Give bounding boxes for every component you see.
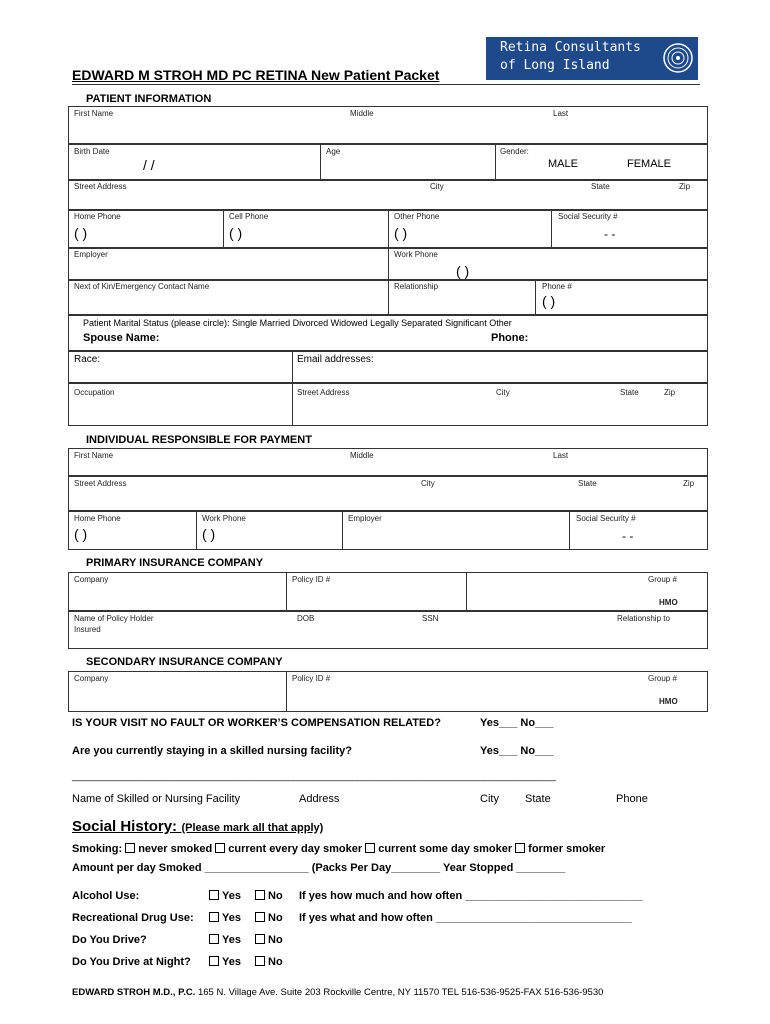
- payer-work-phone-field[interactable]: Work Phone: [202, 514, 246, 523]
- smoking-some-day-option[interactable]: current some day smoker: [365, 843, 512, 855]
- no-fault-question: IS YOUR VISIT NO FAULT OR WORKER’S COMPENSATION RELATED?: [72, 717, 441, 729]
- street-address-field[interactable]: Street Address: [74, 182, 127, 191]
- payer-first-name-field[interactable]: First Name: [74, 451, 114, 460]
- footer-practice-name: EDWARD STROH M.D., P.C.: [72, 987, 196, 998]
- logo-eye-icon: [662, 42, 694, 74]
- payer-work-parens: ( ): [202, 526, 216, 542]
- payment-section-title: INDIVIDUAL RESPONSIBLE FOR PAYMENT: [86, 434, 312, 446]
- smoking-every-day-option[interactable]: current every day smoker: [215, 843, 362, 855]
- gender-label: Gender:: [500, 147, 529, 156]
- marital-status-options[interactable]: Patient Marital Status (please circle): Single Married Divorced Widowed Legally Separated Significant Other: [83, 318, 512, 328]
- work-phone-field[interactable]: Work Phone: [394, 250, 438, 259]
- occupation-zip-field[interactable]: Zip: [664, 388, 676, 397]
- spouse-name-label[interactable]: Spouse Name:: [83, 332, 160, 344]
- facility-phone-label: Phone: [616, 793, 648, 805]
- holder-relationship-field[interactable]: Relationship to: [617, 614, 670, 623]
- primary-company-row: [68, 572, 708, 611]
- race-field[interactable]: Race:: [74, 354, 101, 365]
- alcohol-yes-option[interactable]: Yes: [209, 890, 241, 902]
- age-field[interactable]: Age: [326, 147, 341, 156]
- payer-address-row: [68, 476, 708, 511]
- city-field[interactable]: City: [430, 182, 444, 191]
- emergency-phone-parens: ( ): [542, 293, 556, 309]
- facility-fill-line[interactable]: ____________________________________________________________________________________: [72, 771, 556, 782]
- email-field[interactable]: Email addresses:: [297, 354, 374, 365]
- ssn-dashes: - -: [604, 227, 616, 241]
- birth-row: [68, 144, 708, 180]
- no-fault-yes-no[interactable]: Yes___ No___: [480, 717, 554, 729]
- emergency-phone-field[interactable]: Phone #: [542, 282, 572, 291]
- occupation-field[interactable]: Occupation: [74, 388, 115, 397]
- drug-label: Recreational Drug Use:: [72, 912, 194, 924]
- facility-name-label: Name of Skilled or Nursing Facility: [72, 793, 241, 805]
- payer-employer-field[interactable]: Employer: [348, 514, 382, 523]
- payer-zip-field[interactable]: Zip: [683, 479, 695, 488]
- cell-phone-parens: ( ): [229, 225, 243, 241]
- address-row: [68, 180, 708, 210]
- checkbox[interactable]: [515, 843, 525, 853]
- last-name-field[interactable]: Last: [553, 109, 569, 118]
- practice-logo: [486, 37, 698, 80]
- smoking-label: Smoking:: [72, 843, 123, 855]
- alcohol-no-option[interactable]: No: [255, 890, 283, 902]
- secondary-company-row: [68, 671, 708, 712]
- cell-phone-field[interactable]: Cell Phone: [229, 212, 269, 221]
- primary-holder-row: [68, 611, 708, 649]
- patient-name-row: [68, 106, 708, 144]
- logo-line-2: of Long Island: [500, 58, 610, 73]
- social-history-title: Social History:: [72, 818, 178, 835]
- gender-male-option[interactable]: MALE: [548, 158, 578, 170]
- middle-name-field[interactable]: Middle: [350, 109, 374, 118]
- checkbox[interactable]: [209, 956, 219, 966]
- payer-city-field[interactable]: City: [421, 479, 435, 488]
- checkbox[interactable]: [255, 956, 265, 966]
- payer-home-parens: ( ): [74, 526, 88, 542]
- checkbox[interactable]: [209, 912, 219, 922]
- footer-address: [72, 987, 603, 998]
- occupation-state-field[interactable]: State: [620, 388, 639, 397]
- payer-street-field[interactable]: Street Address: [74, 479, 127, 488]
- social-history-heading: [72, 818, 323, 836]
- checkbox[interactable]: [209, 890, 219, 900]
- drive-no-option[interactable]: No: [255, 934, 283, 946]
- checkbox[interactable]: [209, 934, 219, 944]
- birth-date-field[interactable]: Birth Date: [74, 147, 110, 156]
- ssn-field[interactable]: Social Security #: [558, 212, 618, 221]
- payer-home-phone-field[interactable]: Home Phone: [74, 514, 121, 523]
- secondary-hmo-label[interactable]: HMO: [659, 697, 678, 706]
- primary-group-field[interactable]: Group #: [648, 575, 677, 584]
- skilled-nursing-question: Are you currently staying in a skilled nursing facility?: [72, 745, 352, 757]
- checkbox[interactable]: [125, 843, 135, 853]
- policy-holder-field[interactable]: Name of Policy Holder: [74, 614, 154, 623]
- checkbox[interactable]: [215, 843, 225, 853]
- first-name-field[interactable]: First Name: [74, 109, 114, 118]
- skilled-nursing-yes-no[interactable]: Yes___ No___: [480, 745, 554, 757]
- facility-city-label: City: [480, 793, 499, 805]
- drug-followup[interactable]: If yes what and how often ________________________________: [299, 912, 632, 924]
- occupation-city-field[interactable]: City: [496, 388, 510, 397]
- checkbox[interactable]: [255, 890, 265, 900]
- birth-date-slashes: / /: [143, 157, 155, 173]
- zip-field[interactable]: Zip: [679, 182, 691, 191]
- social-history-note: (Please mark all that apply): [181, 822, 324, 834]
- drug-yes-option[interactable]: Yes: [209, 912, 241, 924]
- other-phone-field[interactable]: Other Phone: [394, 212, 440, 221]
- checkbox[interactable]: [255, 934, 265, 944]
- smoking-former-option[interactable]: former smoker: [515, 843, 605, 855]
- alcohol-label: Alcohol Use:: [72, 890, 140, 902]
- relationship-field[interactable]: Relationship: [394, 282, 439, 291]
- payer-name-row: [68, 448, 708, 476]
- occupation-row: [68, 383, 708, 426]
- insured-label: Insured: [74, 625, 101, 634]
- facility-state-label: State: [525, 793, 551, 805]
- drive-yes-option[interactable]: Yes: [209, 934, 241, 946]
- payer-ssn-field[interactable]: Social Security #: [576, 514, 636, 523]
- drive-night-yes-option[interactable]: Yes: [209, 956, 241, 968]
- smoking-row: [72, 843, 605, 855]
- payer-last-field[interactable]: Last: [553, 451, 569, 460]
- home-phone-field[interactable]: Home Phone: [74, 212, 121, 221]
- secondary-insurance-title: SECONDARY INSURANCE COMPANY: [86, 656, 283, 668]
- primary-insurance-title: PRIMARY INSURANCE COMPANY: [86, 557, 264, 569]
- payer-middle-field[interactable]: Middle: [350, 451, 374, 460]
- smoking-never-option[interactable]: never smoked: [125, 843, 212, 855]
- holder-ssn-field[interactable]: SSN: [422, 614, 439, 623]
- primary-policy-id-field[interactable]: Policy ID #: [292, 575, 331, 584]
- employer-field[interactable]: Employer: [74, 250, 108, 259]
- footer-contact: 165 N. Village Ave. Suite 203 Rockville Centre, NY 11570 TEL 516-536-9525-FAX 516-536-9530: [195, 987, 604, 998]
- occupation-street-field[interactable]: Street Address: [297, 388, 350, 397]
- amount-smoked-line[interactable]: Amount per day Smoked _________________ (Packs Per Day________ Year Stopped ________: [72, 862, 566, 874]
- drive-night-label: Do You Drive at Night?: [72, 956, 191, 968]
- gender-female-option[interactable]: FEMALE: [627, 158, 672, 170]
- checkbox[interactable]: [365, 843, 375, 853]
- other-phone-parens: ( ): [394, 225, 408, 241]
- next-of-kin-field[interactable]: Next of Kin/Emergency Contact Name: [74, 282, 210, 291]
- facility-address-label: Address: [299, 793, 340, 805]
- alcohol-followup[interactable]: If yes how much and how often _____________________________: [299, 890, 643, 902]
- drug-no-option[interactable]: No: [255, 912, 283, 924]
- payer-state-field[interactable]: State: [578, 479, 597, 488]
- spouse-phone-label[interactable]: Phone:: [491, 332, 529, 344]
- payer-ssn-dashes: - -: [622, 529, 634, 543]
- state-field[interactable]: State: [591, 182, 610, 191]
- primary-company-field[interactable]: Company: [74, 575, 109, 584]
- secondary-policy-id-field[interactable]: Policy ID #: [292, 674, 331, 683]
- race-email-row: [68, 351, 708, 383]
- home-phone-parens: ( ): [74, 225, 88, 241]
- primary-hmo-label[interactable]: HMO: [659, 598, 678, 607]
- checkbox[interactable]: [255, 912, 265, 922]
- logo-line-1: Retina Consultants: [500, 40, 641, 55]
- patient-section-title: PATIENT INFORMATION: [86, 93, 212, 105]
- work-phone-parens: ( ): [456, 263, 470, 279]
- secondary-group-field[interactable]: Group #: [648, 674, 677, 683]
- title-underline: [72, 84, 700, 85]
- page-title: EDWARD M STROH MD PC RETINA New Patient Packet: [72, 67, 440, 83]
- drive-label: Do You Drive?: [72, 934, 147, 946]
- drive-night-no-option[interactable]: No: [255, 956, 283, 968]
- holder-dob-field[interactable]: DOB: [297, 614, 315, 623]
- secondary-company-field[interactable]: Company: [74, 674, 109, 683]
